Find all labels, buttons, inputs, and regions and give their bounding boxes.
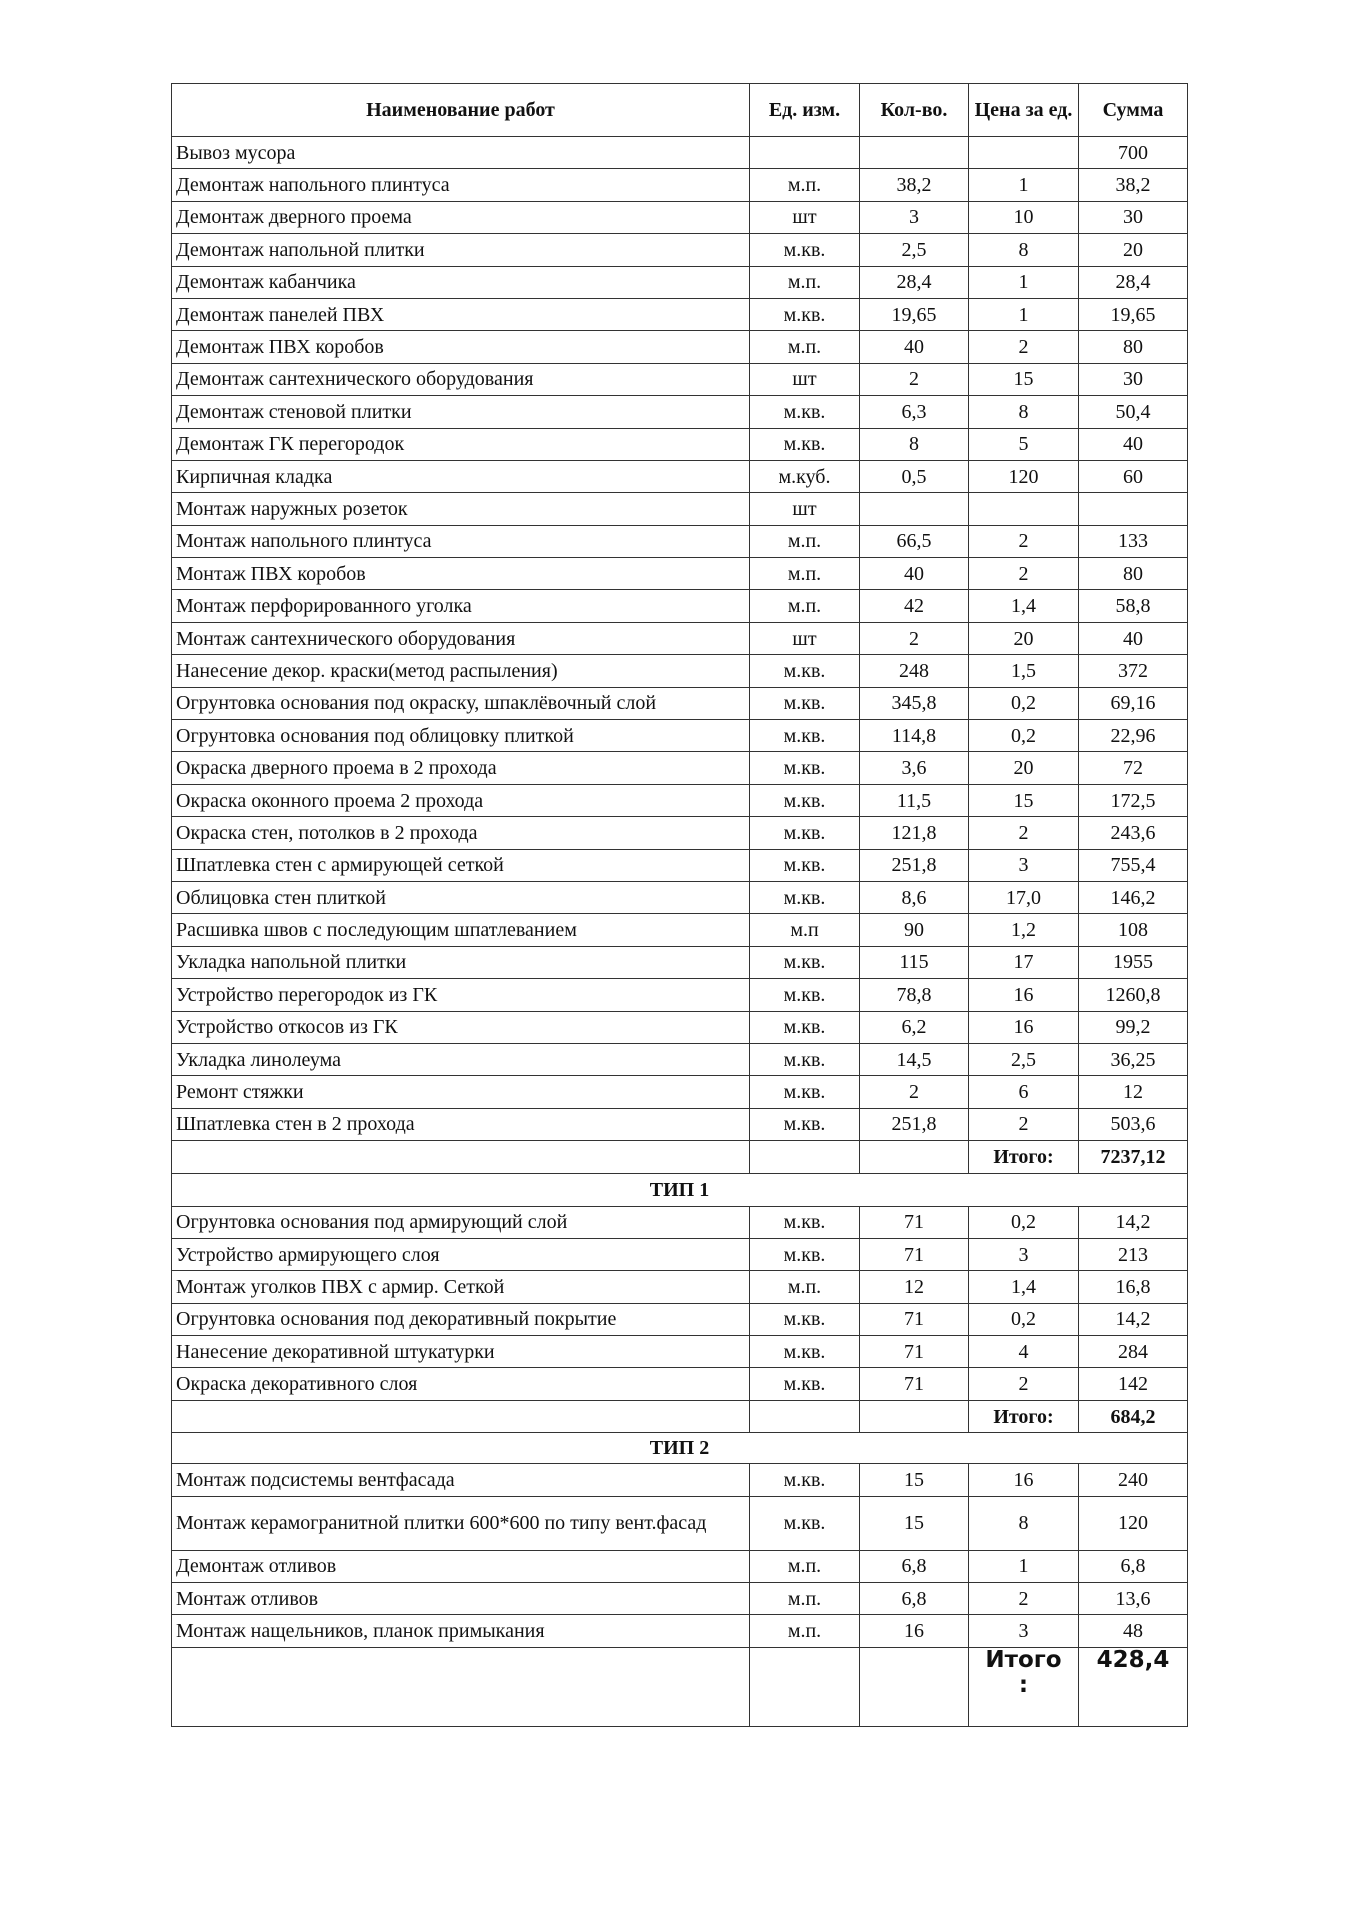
unit-price-cell: 1,4 xyxy=(969,1271,1079,1303)
work-name-cell: Устройство перегородок из ГК xyxy=(172,979,750,1011)
quantity-cell: 2 xyxy=(860,1076,969,1108)
unit-price-cell: 17 xyxy=(969,946,1079,978)
quantity-cell: 2 xyxy=(860,363,969,395)
total-value: 428,4 xyxy=(1079,1647,1188,1726)
quantity-cell: 2 xyxy=(860,622,969,654)
sum-cell: 120 xyxy=(1079,1496,1188,1550)
quantity-cell: 3,6 xyxy=(860,752,969,784)
quantity-cell xyxy=(860,493,969,525)
table-row xyxy=(172,752,1188,784)
table-row xyxy=(172,1076,1188,1108)
work-name-cell: Укладка линолеума xyxy=(172,1043,750,1075)
work-name-cell: Устройство откосов из ГК xyxy=(172,1011,750,1043)
sum-cell: 213 xyxy=(1079,1238,1188,1270)
quantity-cell: 6,8 xyxy=(860,1583,969,1615)
quantity-cell: 6,2 xyxy=(860,1011,969,1043)
quantity-cell: 248 xyxy=(860,655,969,687)
sum-cell: 36,25 xyxy=(1079,1043,1188,1075)
sum-cell: 60 xyxy=(1079,460,1188,492)
unit-price-cell: 1,2 xyxy=(969,914,1079,946)
quantity-cell: 15 xyxy=(860,1464,969,1496)
sum-cell: 372 xyxy=(1079,655,1188,687)
empty-cell xyxy=(750,1141,860,1173)
table-row xyxy=(172,1108,1188,1140)
sum-cell: 80 xyxy=(1079,558,1188,590)
sum-cell: 50,4 xyxy=(1079,396,1188,428)
total-label: Итого : xyxy=(969,1647,1079,1726)
table-row xyxy=(172,1464,1188,1496)
unit-price-cell: 1,5 xyxy=(969,655,1079,687)
table-row xyxy=(172,1303,1188,1335)
total-label: Итого: xyxy=(969,1141,1079,1173)
total-value: 684,2 xyxy=(1079,1400,1188,1432)
work-name-cell: Шпатлевка стен с армирующей сеткой xyxy=(172,849,750,881)
table-row xyxy=(172,558,1188,590)
quantity-cell: 19,65 xyxy=(860,298,969,330)
work-name-cell: Окраска декоративного слоя xyxy=(172,1368,750,1400)
quantity-cell: 40 xyxy=(860,558,969,590)
empty-cell xyxy=(860,1647,969,1726)
unit-price-cell: 0,2 xyxy=(969,1206,1079,1238)
quantity-cell: 71 xyxy=(860,1368,969,1400)
unit-cell: м.кв. xyxy=(750,234,860,266)
unit-price-cell: 6 xyxy=(969,1076,1079,1108)
sum-cell: 240 xyxy=(1079,1464,1188,1496)
quantity-cell: 38,2 xyxy=(860,169,969,201)
sum-cell: 108 xyxy=(1079,914,1188,946)
quantity-cell: 2,5 xyxy=(860,234,969,266)
table-row xyxy=(172,979,1188,1011)
sum-cell: 28,4 xyxy=(1079,266,1188,298)
table-row xyxy=(172,525,1188,557)
unit-price-cell: 1 xyxy=(969,266,1079,298)
table-row xyxy=(172,687,1188,719)
quantity-cell: 16 xyxy=(860,1615,969,1647)
unit-price-cell: 3 xyxy=(969,1238,1079,1270)
type1-section xyxy=(172,1206,1188,1400)
unit-price-cell: 10 xyxy=(969,201,1079,233)
quantity-cell: 3 xyxy=(860,201,969,233)
quantity-cell: 40 xyxy=(860,331,969,363)
total-value: 7237,12 xyxy=(1079,1141,1188,1173)
work-name-cell: Монтаж сантехнического оборудования xyxy=(172,622,750,654)
work-name-cell: Демонтаж дверного проема xyxy=(172,201,750,233)
unit-cell: м.п. xyxy=(750,1271,860,1303)
table-row xyxy=(172,201,1188,233)
work-name-cell: Окраска дверного проема в 2 прохода xyxy=(172,752,750,784)
unit-cell: шт xyxy=(750,622,860,654)
sum-cell: 22,96 xyxy=(1079,720,1188,752)
sum-cell: 99,2 xyxy=(1079,1011,1188,1043)
unit-price-cell: 17,0 xyxy=(969,881,1079,913)
unit-cell: м.кв. xyxy=(750,1238,860,1270)
unit-cell: м.кв. xyxy=(750,1464,860,1496)
table-row xyxy=(172,1368,1188,1400)
unit-price-cell: 16 xyxy=(969,1464,1079,1496)
work-name-cell: Монтаж подсистемы вентфасада xyxy=(172,1464,750,1496)
unit-price-cell: 15 xyxy=(969,784,1079,816)
table-row xyxy=(172,363,1188,395)
quantity-cell: 8 xyxy=(860,428,969,460)
work-name-cell: Вывоз мусора xyxy=(172,137,750,169)
header-name: Наименование работ xyxy=(172,84,750,137)
unit-cell: м.кв. xyxy=(750,1303,860,1335)
work-name-cell: Монтаж керамогранитной плитки 600*600 по типу вент.фасад xyxy=(172,1496,750,1550)
work-name-cell: Огрунтовка основания под облицовку плиткой xyxy=(172,720,750,752)
sum-cell: 133 xyxy=(1079,525,1188,557)
unit-price-cell: 2 xyxy=(969,1368,1079,1400)
section-heading-row xyxy=(172,1433,1188,1464)
unit-price-cell xyxy=(969,493,1079,525)
work-name-cell: Нанесение декор. краски(метод распыления) xyxy=(172,655,750,687)
quantity-cell: 251,8 xyxy=(860,1108,969,1140)
work-name-cell: Монтаж уголков ПВХ с армир. Сеткой xyxy=(172,1271,750,1303)
quantity-cell: 15 xyxy=(860,1496,969,1550)
unit-cell: м.кв. xyxy=(750,396,860,428)
table-row xyxy=(172,881,1188,913)
table-row xyxy=(172,849,1188,881)
table-row xyxy=(172,622,1188,654)
work-name-cell: Демонтаж стеновой плитки xyxy=(172,396,750,428)
empty-cell xyxy=(750,1400,860,1432)
quantity-cell: 71 xyxy=(860,1238,969,1270)
unit-cell: м.кв. xyxy=(750,1206,860,1238)
quantity-cell: 66,5 xyxy=(860,525,969,557)
sum-cell: 243,6 xyxy=(1079,817,1188,849)
work-name-cell: Монтаж напольного плинтуса xyxy=(172,525,750,557)
unit-price-cell: 2 xyxy=(969,817,1079,849)
unit-price-cell: 16 xyxy=(969,979,1079,1011)
work-name-cell: Монтаж ПВХ коробов xyxy=(172,558,750,590)
sum-cell: 20 xyxy=(1079,234,1188,266)
unit-price-cell: 15 xyxy=(969,363,1079,395)
unit-cell: м.п. xyxy=(750,331,860,363)
unit-cell: м.кв. xyxy=(750,784,860,816)
unit-price-cell: 1 xyxy=(969,169,1079,201)
table-row xyxy=(172,1271,1188,1303)
unit-cell: м.п. xyxy=(750,1615,860,1647)
unit-cell: м.кв. xyxy=(750,428,860,460)
quantity-cell: 71 xyxy=(860,1303,969,1335)
section-title-type2: ТИП 2 xyxy=(172,1433,1188,1464)
unit-price-cell: 120 xyxy=(969,460,1079,492)
sum-cell: 80 xyxy=(1079,331,1188,363)
main-total-section xyxy=(172,1141,1188,1206)
sum-cell: 284 xyxy=(1079,1336,1188,1368)
table-row xyxy=(172,655,1188,687)
sum-cell: 72 xyxy=(1079,752,1188,784)
sum-cell: 40 xyxy=(1079,622,1188,654)
unit-price-cell: 1 xyxy=(969,1550,1079,1582)
quantity-cell: 8,6 xyxy=(860,881,969,913)
table-row xyxy=(172,298,1188,330)
sum-cell: 69,16 xyxy=(1079,687,1188,719)
work-name-cell: Огрунтовка основания под декоративный покрытие xyxy=(172,1303,750,1335)
unit-cell: м.п. xyxy=(750,1550,860,1582)
table-row xyxy=(172,784,1188,816)
unit-price-cell: 8 xyxy=(969,234,1079,266)
unit-price-cell: 8 xyxy=(969,1496,1079,1550)
unit-cell: м.п. xyxy=(750,525,860,557)
quantity-cell: 28,4 xyxy=(860,266,969,298)
sum-cell: 40 xyxy=(1079,428,1188,460)
work-name-cell: Демонтаж напольной плитки xyxy=(172,234,750,266)
unit-cell: м.п. xyxy=(750,558,860,590)
work-name-cell: Монтаж перфорированного уголка xyxy=(172,590,750,622)
empty-cell xyxy=(172,1647,750,1726)
work-name-cell: Нанесение декоративной штукатурки xyxy=(172,1336,750,1368)
unit-cell xyxy=(750,137,860,169)
sum-cell: 172,5 xyxy=(1079,784,1188,816)
unit-price-cell: 1 xyxy=(969,298,1079,330)
unit-price-cell: 2 xyxy=(969,525,1079,557)
empty-cell xyxy=(860,1141,969,1173)
header-qty: Кол-во. xyxy=(860,84,969,137)
work-name-cell: Расшивка швов с последующим шпатлеванием xyxy=(172,914,750,946)
table-row xyxy=(172,1238,1188,1270)
table-row xyxy=(172,1583,1188,1615)
main-works-section xyxy=(172,137,1188,1141)
sum-cell: 48 xyxy=(1079,1615,1188,1647)
unit-cell: м.кв. xyxy=(750,687,860,719)
work-name-cell: Шпатлевка стен в 2 прохода xyxy=(172,1108,750,1140)
unit-cell: м.кв. xyxy=(750,979,860,1011)
empty-cell xyxy=(750,1647,860,1726)
work-name-cell: Укладка напольной плитки xyxy=(172,946,750,978)
quantity-cell: 6,8 xyxy=(860,1550,969,1582)
sum-cell: 58,8 xyxy=(1079,590,1188,622)
unit-cell: шт xyxy=(750,363,860,395)
table-header-row xyxy=(172,84,1188,137)
work-name-cell: Демонтаж ГК перегородок xyxy=(172,428,750,460)
unit-cell: м.кв. xyxy=(750,655,860,687)
work-name-cell: Облицовка стен плиткой xyxy=(172,881,750,913)
table-row xyxy=(172,493,1188,525)
quantity-cell: 90 xyxy=(860,914,969,946)
unit-price-cell: 2 xyxy=(969,558,1079,590)
table-row xyxy=(172,428,1188,460)
work-name-cell: Демонтаж панелей ПВХ xyxy=(172,298,750,330)
table-row xyxy=(172,1043,1188,1075)
type1-total-row xyxy=(172,1400,1188,1432)
table-row xyxy=(172,946,1188,978)
unit-price-cell: 2,5 xyxy=(969,1043,1079,1075)
table-row xyxy=(172,137,1188,169)
unit-price-cell: 20 xyxy=(969,752,1079,784)
work-name-cell: Ремонт стяжки xyxy=(172,1076,750,1108)
table-row xyxy=(172,331,1188,363)
quantity-cell xyxy=(860,137,969,169)
work-name-cell: Кирпичная кладка xyxy=(172,460,750,492)
sum-cell: 12 xyxy=(1079,1076,1188,1108)
type2-total-section xyxy=(172,1647,1188,1726)
table-row xyxy=(172,720,1188,752)
sum-cell: 142 xyxy=(1079,1368,1188,1400)
table-row xyxy=(172,169,1188,201)
section-title-type1: ТИП 1 xyxy=(172,1173,1188,1206)
quantity-cell: 71 xyxy=(860,1336,969,1368)
estimate-table xyxy=(171,83,1188,1727)
unit-price-cell: 0,2 xyxy=(969,1303,1079,1335)
sum-cell: 38,2 xyxy=(1079,169,1188,201)
type2-section xyxy=(172,1464,1188,1648)
unit-cell: шт xyxy=(750,493,860,525)
unit-price-cell: 2 xyxy=(969,1583,1079,1615)
quantity-cell: 78,8 xyxy=(860,979,969,1011)
quantity-cell: 14,5 xyxy=(860,1043,969,1075)
unit-cell: шт xyxy=(750,201,860,233)
unit-cell: м.кв. xyxy=(750,1011,860,1043)
header-price: Цена за ед. xyxy=(969,84,1079,137)
unit-price-cell: 2 xyxy=(969,1108,1079,1140)
quantity-cell: 345,8 xyxy=(860,687,969,719)
unit-cell: м.кв. xyxy=(750,1076,860,1108)
table-row xyxy=(172,590,1188,622)
sum-cell: 14,2 xyxy=(1079,1206,1188,1238)
table-row xyxy=(172,817,1188,849)
unit-cell: м.кв. xyxy=(750,1336,860,1368)
unit-cell: м.кв. xyxy=(750,1368,860,1400)
sum-cell: 1955 xyxy=(1079,946,1188,978)
unit-price-cell: 0,2 xyxy=(969,687,1079,719)
quantity-cell: 11,5 xyxy=(860,784,969,816)
sum-cell: 13,6 xyxy=(1079,1583,1188,1615)
unit-price-cell: 3 xyxy=(969,1615,1079,1647)
sum-cell: 30 xyxy=(1079,363,1188,395)
sum-cell: 700 xyxy=(1079,137,1188,169)
unit-cell: м.п xyxy=(750,914,860,946)
header-unit: Ед. изм. xyxy=(750,84,860,137)
unit-price-cell xyxy=(969,137,1079,169)
quantity-cell: 12 xyxy=(860,1271,969,1303)
sum-cell xyxy=(1079,493,1188,525)
unit-price-cell: 16 xyxy=(969,1011,1079,1043)
work-name-cell: Монтаж отливов xyxy=(172,1583,750,1615)
sum-cell: 14,2 xyxy=(1079,1303,1188,1335)
unit-cell: м.п. xyxy=(750,590,860,622)
sum-cell: 503,6 xyxy=(1079,1108,1188,1140)
work-name-cell: Окраска оконного проема 2 прохода xyxy=(172,784,750,816)
type1-total-section xyxy=(172,1400,1188,1463)
work-name-cell: Демонтаж ПВХ коробов xyxy=(172,331,750,363)
quantity-cell: 121,8 xyxy=(860,817,969,849)
unit-cell: м.кв. xyxy=(750,720,860,752)
empty-cell xyxy=(172,1141,750,1173)
unit-cell: м.кв. xyxy=(750,1496,860,1550)
sum-cell: 6,8 xyxy=(1079,1550,1188,1582)
unit-price-cell: 0,2 xyxy=(969,720,1079,752)
quantity-cell: 115 xyxy=(860,946,969,978)
work-name-cell: Монтаж нащельников, планок примыкания xyxy=(172,1615,750,1647)
unit-price-cell: 5 xyxy=(969,428,1079,460)
sum-cell: 146,2 xyxy=(1079,881,1188,913)
section-heading-row xyxy=(172,1173,1188,1206)
unit-cell: м.кв. xyxy=(750,881,860,913)
work-name-cell: Демонтаж кабанчика xyxy=(172,266,750,298)
header-sum: Сумма xyxy=(1079,84,1188,137)
work-name-cell: Демонтаж напольного плинтуса xyxy=(172,169,750,201)
quantity-cell: 251,8 xyxy=(860,849,969,881)
table-row xyxy=(172,1011,1188,1043)
unit-cell: м.кв. xyxy=(750,752,860,784)
sum-cell: 16,8 xyxy=(1079,1271,1188,1303)
table-row xyxy=(172,1206,1188,1238)
table-row xyxy=(172,1550,1188,1582)
type2-total-row xyxy=(172,1647,1188,1726)
unit-price-cell: 2 xyxy=(969,331,1079,363)
unit-cell: м.п. xyxy=(750,1583,860,1615)
sum-cell: 30 xyxy=(1079,201,1188,233)
total-label: Итого: xyxy=(969,1400,1079,1432)
work-name-cell: Демонтаж сантехнического оборудования xyxy=(172,363,750,395)
main-total-row xyxy=(172,1141,1188,1173)
table-row xyxy=(172,914,1188,946)
unit-cell: м.кв. xyxy=(750,1108,860,1140)
empty-cell xyxy=(172,1400,750,1432)
unit-cell: м.куб. xyxy=(750,460,860,492)
unit-cell: м.кв. xyxy=(750,1043,860,1075)
unit-cell: м.кв. xyxy=(750,946,860,978)
work-name-cell: Огрунтовка основания под армирующий слой xyxy=(172,1206,750,1238)
table-row xyxy=(172,396,1188,428)
work-name-cell: Огрунтовка основания под окраску, шпаклёвочный слой xyxy=(172,687,750,719)
sum-cell: 1260,8 xyxy=(1079,979,1188,1011)
table-row xyxy=(172,460,1188,492)
unit-cell: м.кв. xyxy=(750,849,860,881)
unit-cell: м.кв. xyxy=(750,298,860,330)
table-row xyxy=(172,234,1188,266)
empty-cell xyxy=(860,1400,969,1432)
unit-cell: м.п. xyxy=(750,266,860,298)
work-name-cell: Окраска стен, потолков в 2 прохода xyxy=(172,817,750,849)
quantity-cell: 0,5 xyxy=(860,460,969,492)
work-name-cell: Демонтаж отливов xyxy=(172,1550,750,1582)
unit-price-cell: 1,4 xyxy=(969,590,1079,622)
sum-cell: 19,65 xyxy=(1079,298,1188,330)
table-row xyxy=(172,266,1188,298)
work-name-cell: Монтаж наружных розеток xyxy=(172,493,750,525)
work-name-cell: Устройство армирующего слоя xyxy=(172,1238,750,1270)
unit-cell: м.п. xyxy=(750,169,860,201)
quantity-cell: 114,8 xyxy=(860,720,969,752)
sum-cell: 755,4 xyxy=(1079,849,1188,881)
quantity-cell: 42 xyxy=(860,590,969,622)
unit-price-cell: 3 xyxy=(969,849,1079,881)
unit-price-cell: 4 xyxy=(969,1336,1079,1368)
unit-price-cell: 8 xyxy=(969,396,1079,428)
quantity-cell: 6,3 xyxy=(860,396,969,428)
quantity-cell: 71 xyxy=(860,1206,969,1238)
unit-cell: м.кв. xyxy=(750,817,860,849)
table-row xyxy=(172,1336,1188,1368)
table-row xyxy=(172,1615,1188,1647)
table-row xyxy=(172,1496,1188,1550)
unit-price-cell: 20 xyxy=(969,622,1079,654)
